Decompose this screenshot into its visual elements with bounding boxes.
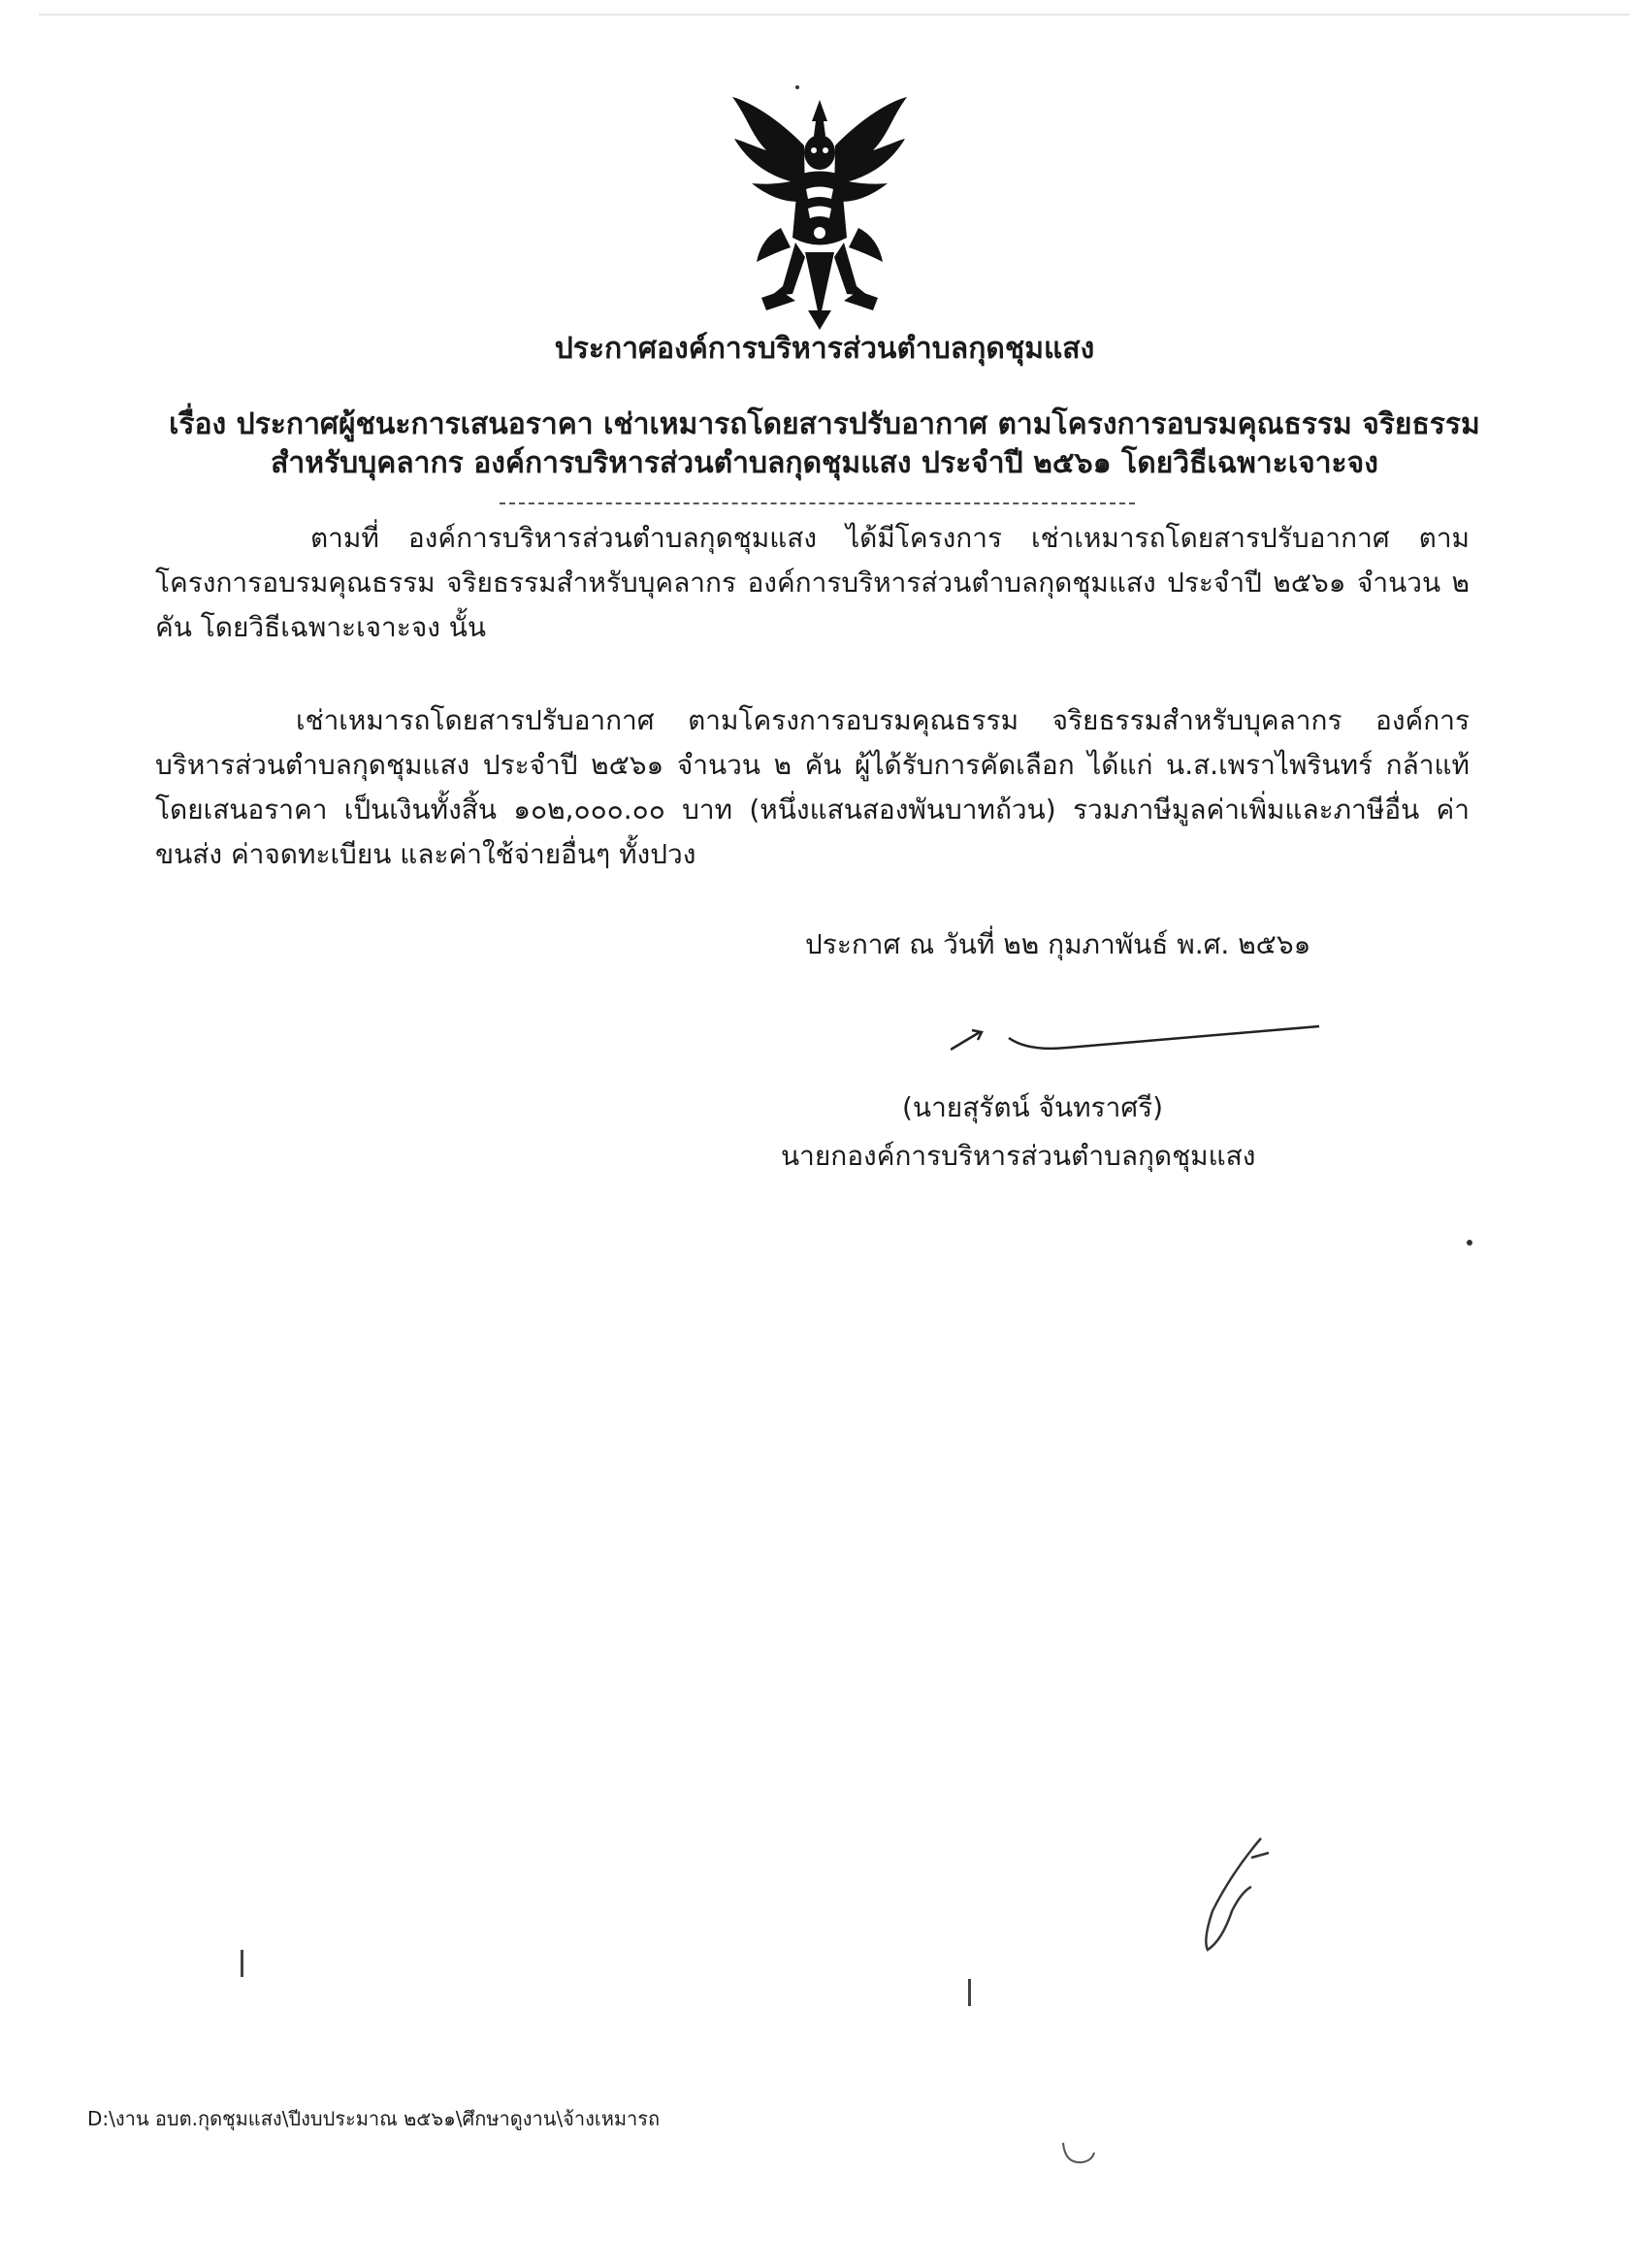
signatory-position: นายกองค์การบริหารส่วนตำบลกุดชุมแสง: [781, 1140, 1256, 1172]
announcement-subject: เรื่อง ประกาศผู้ชนะการเสนอราคา เช่าเหมารถโดยสารปรับอากาศ ตามโครงการอบรมคุณธรรม จริยธรรม: [169, 407, 1480, 441]
scan-mark: [1059, 2139, 1098, 2168]
signature-mark: [951, 1019, 1339, 1062]
heading-divider: [500, 502, 1135, 504]
announcement-subject-continued: สำหรับบุคลากร องค์การบริหารส่วนตำบลกุดชุมแสง ประจำปี ๒๕๖๑ โดยวิธีเฉพาะเจาะจง: [271, 446, 1378, 480]
scan-edge: [39, 14, 1630, 16]
body-paragraph-1: ตามที่ องค์การบริหารส่วนตำบลกุดชุมแสง ได้มีโครงการ เช่าเหมารถโดยสารปรับอากาศ ตามโครงการอบรมคุณธรรม จริยธรรมสำหรับบุคลากร องค์การบริหารส่วนตำบลกุดชุมแสง ประจำปี ๒๕๖๑ จำนวน ๒ คัน โดยวิธีเฉพาะเจาะจง นั้น: [155, 522, 1470, 643]
body-paragraph-2: เช่าเหมารถโดยสารปรับอากาศ ตามโครงการอบรมคุณธรรม จริยธรรมสำหรับบุคลากร องค์การบริหารส่วนตำบลกุดชุมแสง ประจำปี ๒๕๖๑ จำนวน ๒ คัน ผู้ได้รับการคัดเลือก ได้แก่ น.ส.เพราไพรินทร์ กล้าแท้ โดยเสนอราคา เป็นเงินทั้งสิ้น ๑๐๒,๐๐๐.๐๐ บาท (หนึ่งแสนสองพันบาทถ้วน) รวมภาษีมูลค่าเพิ่มและภาษีอื่น ค่าขนส่ง ค่าจดทะเบียน และค่าใช้จ่ายอื่นๆ ทั้งปวง: [155, 704, 1470, 870]
scan-speck: [795, 85, 799, 89]
signatory-name: (นายสุรัตน์ จันทราศรี): [902, 1091, 1164, 1123]
file-path-footer: D:\งาน อบต.กุดชุมแสง\ปีงบประมาณ ๒๕๖๑\ศึกษาดูงาน\จ้างเหมารถ: [87, 2107, 661, 2130]
scan-mark: [241, 1950, 243, 1977]
handwritten-initial: [1193, 1833, 1280, 1960]
scan-speck: [1467, 1240, 1472, 1246]
garuda-emblem-icon: [723, 92, 917, 335]
announcement-heading: ประกาศองค์การบริหารส่วนตำบลกุดชุมแสง: [554, 332, 1095, 366]
scan-mark: [968, 1979, 971, 2006]
announcement-date: ประกาศ ณ วันที่ ๒๒ กุมภาพันธ์ พ.ศ. ๒๕๖๑: [805, 928, 1311, 960]
